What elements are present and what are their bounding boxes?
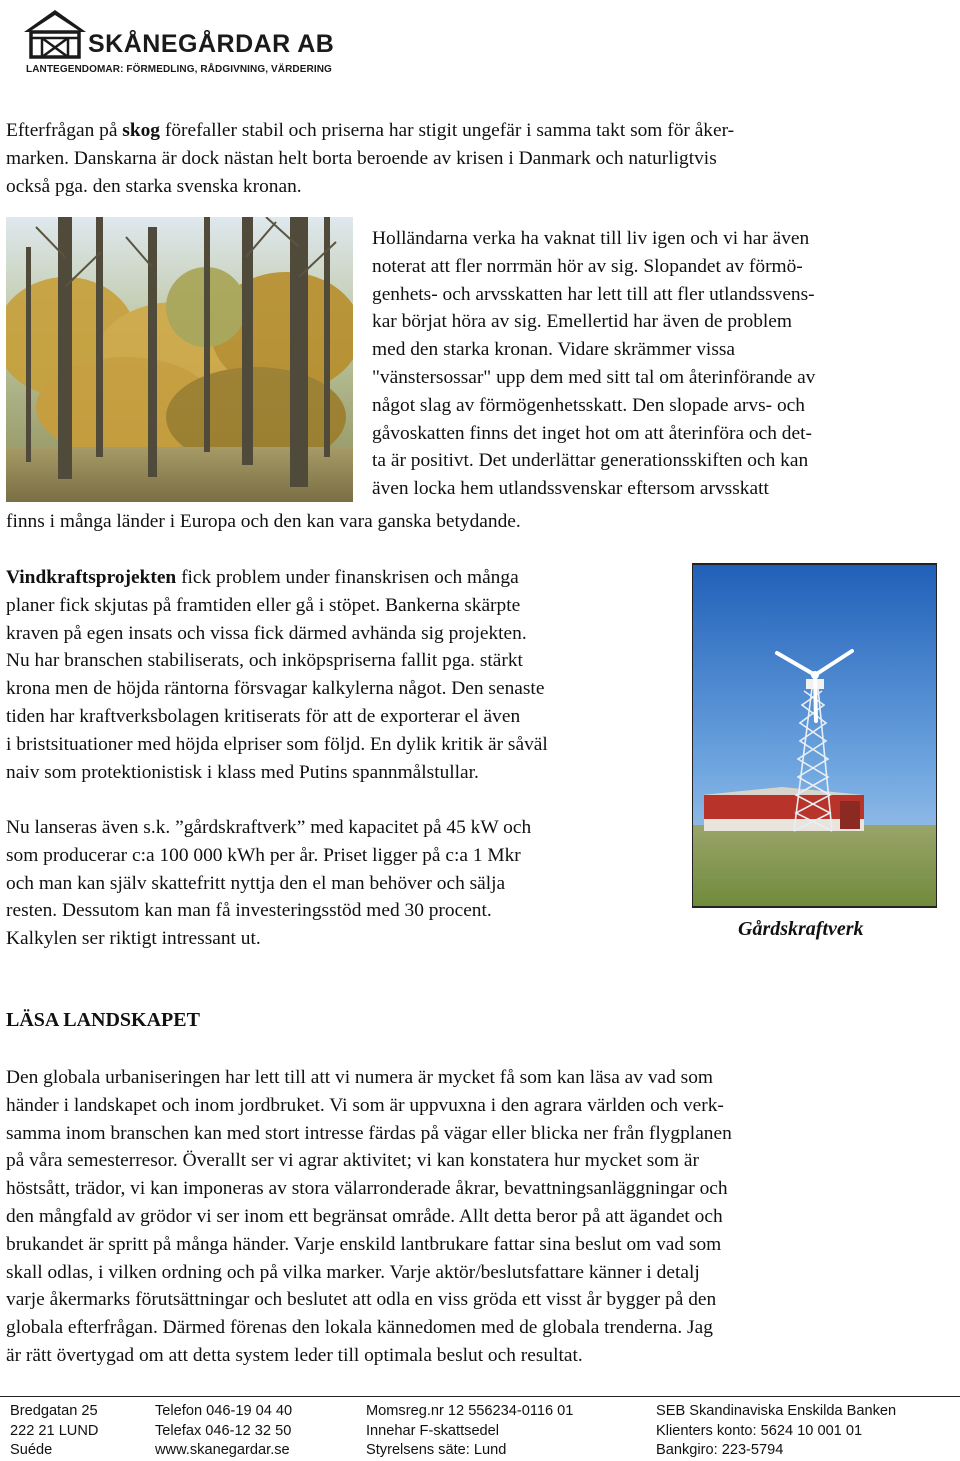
forest-paragraph: [372, 225, 815, 503]
paragraph-line: Den globala urbaniseringen har lett till att vi numera är mycket få som kan läsa av vad som: [6, 1067, 713, 1088]
paragraph-line: på våra semesterresor. Överallt ser vi agrar aktivitet; vi kan konstatera hur mycket som är: [6, 1150, 699, 1172]
paragraph-line: Nu har branschen stabiliserats, och inköpspriserna fallit pga. stärkt: [6, 650, 523, 672]
paragraph-line: gåvoskatten finns det inget hot om att återinföra och det-: [372, 422, 812, 444]
wind-power-keyword: Vindkraftsprojekten: [6, 567, 177, 588]
paragraph-line: noterat att fler norrmän hör av sig. Slopandet av förmö-: [372, 255, 803, 277]
forest-paragraph-last-line: finns i många länder i Europa och den kan vara ganska betydande.: [6, 511, 521, 532]
footer-website-link[interactable]: www.skanegardar.se: [155, 1442, 290, 1458]
paragraph-line: naiv som protektionistisk i klass med Putins spannmålstullar.: [6, 761, 479, 783]
farmhouse-logo-icon: [22, 8, 88, 60]
section-heading: LÄSA LANDSKAPET: [6, 1009, 200, 1031]
paragraph-line: skall odlas, i vilken ordning och på vilka marker. Varje aktör/beslutsfattare känner i detalj: [6, 1261, 700, 1283]
paragraph-line: samma inom branschen kan med stort intresse färdas på vägar eller blicka ner från flygplanen: [6, 1122, 732, 1144]
paragraph-line: kraven på egen insats och vissa fick därmed avhända sig projekten.: [6, 622, 527, 644]
footer-country: Suéde: [10, 1442, 53, 1458]
paragraph-line: [6, 564, 548, 592]
intro-paragraph: [6, 117, 734, 200]
footer-registered-office: Styrelsens säte: Lund: [366, 1442, 507, 1458]
footer-bank: [656, 1402, 896, 1461]
footer-client-account: Klienters konto: 5624 10 001 01: [656, 1422, 863, 1439]
intro-text: förefaller stabil och priserna har stigit ungefär i samma takt som för åker-: [160, 120, 735, 141]
paragraph-line: med den starka kronan. Vidare skrämmer vissa: [372, 339, 736, 361]
footer-contact: [155, 1402, 292, 1461]
landscape-paragraph: [6, 1064, 732, 1370]
paragraph-line: den mångfald av grödor vi ser inom ett begränsat område. Allt detta beror på att ägandet och: [6, 1205, 723, 1227]
paragraph-line: höstsått, trädor, vi kan imponeras av stora välarronderade åkrar, bevattningsanläggningar och: [6, 1178, 728, 1200]
paragraph-line: planer fick skjutas på framtiden eller gå i stöpet. Bankerna skärpte: [6, 594, 521, 616]
paragraph-line: även locka hem utlandssvenskar eftersom arvsskatt: [372, 478, 769, 500]
paragraph-line: brukandet är spritt på många händer. Varje enskild lantbrukare fattar sina beslut om vad som: [6, 1233, 722, 1255]
page-footer: [0, 1396, 960, 1460]
paragraph-line: varje åkermarks förutsättningar och beslutet att odla en viss gröda ett visst år bygger på den: [6, 1289, 717, 1311]
footer-bankgiro: Bankgiro: 223-5794: [656, 1442, 784, 1458]
intro-line-1: [6, 117, 734, 145]
intro-line-3: också pga. den starka svenska kronan.: [6, 175, 302, 197]
footer-address: [10, 1402, 98, 1461]
paragraph-line: ta är positivt. Det underlättar generationsskiften och kan: [372, 450, 809, 472]
intro-keyword-forest: skog: [122, 120, 161, 141]
paragraph-line: händer i landskapet och inom jordbruket. Vi som är uppvuxna i den agrara världen och verk-: [6, 1094, 724, 1116]
footer-tax-note: Innehar F-skattsedel: [366, 1422, 500, 1439]
photo-caption: Gårdskraftverk: [738, 918, 864, 940]
paragraph-text: fick problem under finanskrisen och många: [176, 567, 519, 588]
footer-phone: Telefon 046-19 04 40: [155, 1403, 293, 1419]
paragraph-line: globala efterfrågan. Därmed förenas den lokala kännedomen med de globala trenderna. Jag: [6, 1317, 713, 1339]
paragraph-line: resten. Dessutom kan man få investeringsstöd med 30 procent.: [6, 900, 492, 922]
footer-fax: Telefax 046-12 32 50: [155, 1422, 292, 1439]
footer-postal-city: 222 21 LUND: [10, 1422, 99, 1439]
paragraph-line: kar börjat höra av sig. Emellertid har även de problem: [372, 311, 792, 333]
paragraph-line: genhets- och arvsskatten har lett till att fler utlandssvens-: [372, 283, 815, 305]
paragraph-line: krona men de höjda räntorna försvagar kalkylerna något. Den senaste: [6, 678, 545, 700]
wind-turbine-photo: [692, 563, 937, 908]
footer-bank-name: SEB Skandinaviska Enskilda Banken: [656, 1403, 897, 1419]
forest-photo: [6, 217, 353, 502]
paragraph-line: Kalkylen ser riktigt intressant ut.: [6, 928, 261, 950]
paragraph-line: som producerar c:a 100 000 kWh per år. Priset ligger på c:a 1 Mkr: [6, 844, 521, 866]
company-tagline: LANTEGENDOMAR: FÖRMEDLING, RÅDGIVNING, VÄRDERING: [26, 64, 332, 75]
intro-text: Efterfrågan på: [6, 120, 123, 141]
footer-registration: [366, 1402, 573, 1461]
farm-power-paragraph: [6, 814, 531, 953]
paragraph-line: tiden har kraftverksbolagen kritiserats för att de exporterar el även: [6, 705, 521, 727]
intro-line-2: marken. Danskarna är dock nästan helt borta beroende av krisen i Danmark och naturligtvis: [6, 147, 717, 169]
footer-vat-number: Momsreg.nr 12 556234-0116 01: [366, 1403, 574, 1419]
company-name: SKÅNEGÅRDAR AB: [88, 30, 335, 58]
wind-power-paragraph: [6, 564, 548, 786]
paragraph-line: Holländarna verka ha vaknat till liv igen och vi har även: [372, 228, 810, 249]
paragraph-line: Nu lanseras även s.k. ”gårdskraftverk” med kapacitet på 45 kW och: [6, 817, 532, 838]
paragraph-line: är rätt övertygad om att detta system leder till optimala beslut och resultat.: [6, 1344, 583, 1366]
paragraph-line: något slag av förmögenhetsskatt. Den slopade arvs- och: [372, 394, 805, 416]
footer-street: Bredgatan 25: [10, 1403, 98, 1419]
paragraph-line: "vänstersossar" upp dem med sitt tal om återinförande av: [372, 366, 816, 388]
paragraph-line: i bristsituationer med höjda elpriser som följd. En dylik kritik är såväl: [6, 733, 548, 755]
paragraph-line: och man kan själv skattefritt nyttja den el man behöver och sälja: [6, 872, 506, 894]
